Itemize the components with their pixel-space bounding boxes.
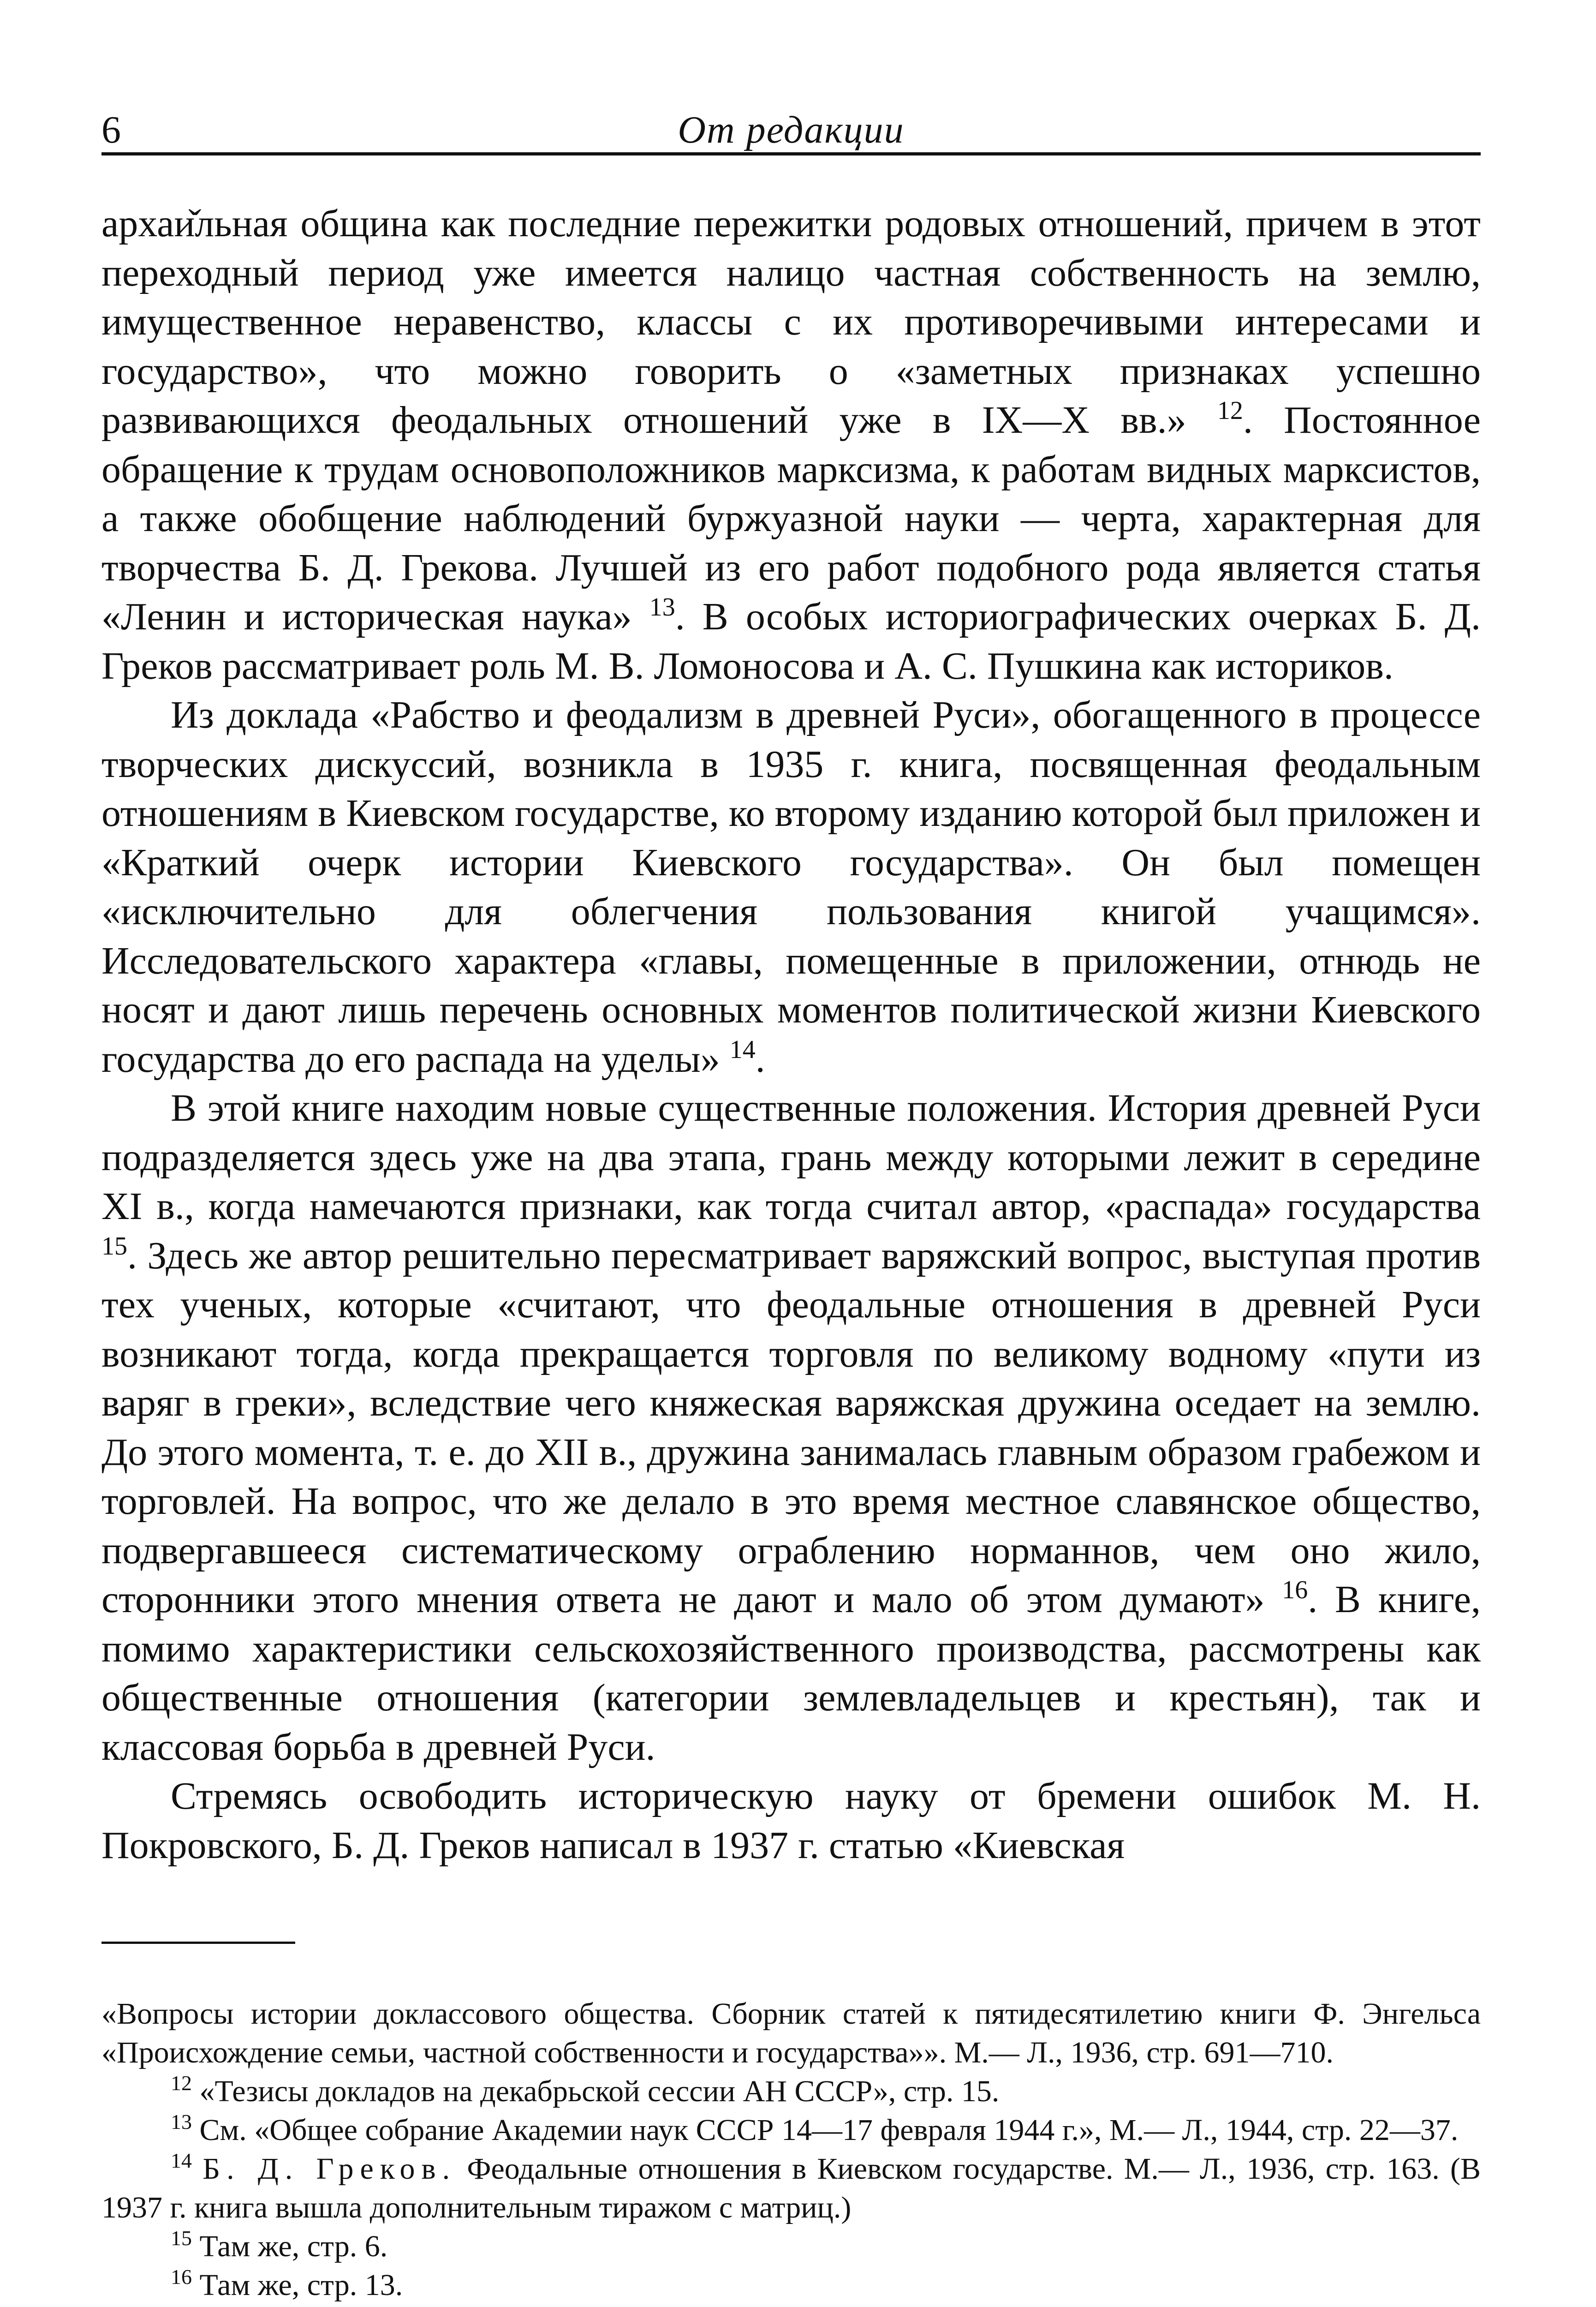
text-run: В этой книге находим новые существенные положения. История древней Руси подразделяется здесь уже на два этапа, грань между которыми лежит в середине XI в., когда намечаются признаки, как тогда считал автор, «распада» государства [101, 1087, 1481, 1228]
paragraph [101, 1084, 1481, 1772]
book-page [101, 92, 1481, 2305]
note-reference: 15 [101, 1231, 127, 1261]
paragraph [101, 691, 1481, 1084]
text-run: архаи̌льная община как последние пережитки родовых отношений, причем в этот переходный период уже имеется налицо частная собственность на землю, имущественное неравенство, классы с их противоречивыми интересами и государство», что можно говорить о «заметных признаках успешно развивающихся феодальных отношений уже в IX—X вв.» [101, 202, 1481, 442]
running-title: От редакции [678, 108, 905, 151]
footnote [101, 2111, 1481, 2150]
text-run: «Тезисы докладов на декабрьской сессии АН СССР», стр. 15. [192, 2074, 1000, 2108]
text-run: . Постоянное обращение к трудам основоположников марксизма, к работам видных марксистов, а также обобщение наблюдений буржуазной науки — черта, характерная для творчества Б. Д. Грекова. Лучшей из его работ подобного рода является статья «Ленин и историческая наука» [101, 399, 1481, 638]
footnote [101, 2072, 1481, 2111]
text-run: «Вопросы истории доклассового общества. Сборник статей к пятидесятилетию книги Ф. Энгельса «Происхождение семьи, частной собственности и государства»». М.— Л., 1936, стр. 691—710. [101, 1997, 1481, 2069]
text-run: См. «Общее собрание Академии наук СССР 14—17 февраля 1944 г.», М.— Л., 1944, стр. 22—37. [192, 2113, 1459, 2147]
footnote [101, 2266, 1481, 2305]
note-reference: 14 [171, 2149, 192, 2172]
note-reference: 16 [1282, 1576, 1308, 1604]
footnote-rule [101, 1942, 295, 1944]
text-run: Феодальные отношения в Киевском государстве. М.— Л., 1936, стр. 163. (В 1937 г. книга вышла дополнительным тиражом с матриц.) [101, 2152, 1481, 2224]
footnote [101, 2227, 1481, 2266]
footnote [101, 2150, 1481, 2227]
text-run [192, 2152, 202, 2186]
text-run: . В книге, помимо характеристики сельскохозяйственного производства, рассмотрены как общественные отношения (категории землевладельцев и крестьян), так и классовая борьба в древней Руси. [101, 1578, 1481, 1769]
text-run: . [755, 1037, 765, 1081]
text-run: . В особых историографических очерках Б. Д. Греков рассматривает роль М. В. Ломоносова и А. С. Пушкина как историков. [101, 595, 1481, 687]
text-run: Из доклада «Рабство и феодализм в древней Руси», обогащенного в процессе творческих дискуссий, возникла в 1935 г. книга, посвященная феодальным отношениям в Киевском государстве, ко второму изданию которой был приложен и «Краткий очерк истории Киевского государства». Он был помещен «исключительно для облегчения пользования книгой учащимся». Исследовательского характера «главы, помещенные в приложении, отнюдь не носят и дают лишь перечень основных моментов политической жизни Киевского государства до его распада на уделы» [101, 693, 1481, 1081]
running-head [101, 92, 1481, 155]
footnote [101, 1995, 1481, 2072]
note-reference: 12 [1217, 396, 1243, 425]
note-reference: 13 [171, 2110, 192, 2134]
note-reference: 16 [171, 2265, 192, 2289]
footnotes [101, 1995, 1481, 2305]
note-reference: 14 [729, 1035, 756, 1064]
text-run: Там же, стр. 6. [192, 2229, 388, 2263]
body-text [101, 199, 1481, 1870]
note-reference: 13 [649, 593, 675, 622]
paragraph [101, 1772, 1481, 1870]
note-reference: 12 [171, 2071, 192, 2095]
text-run: Там же, стр. 13. [192, 2268, 403, 2302]
text-run: Стремясь освободить историческую науку от бремени ошибок М. Н. Покровского, Б. Д. Греков написал в 1937 г. статью «Киевская [101, 1775, 1481, 1867]
author-name: Б. Д. Греков. [202, 2152, 457, 2186]
page-number: 6 [101, 108, 121, 151]
note-reference: 15 [171, 2226, 192, 2250]
paragraph [101, 199, 1481, 691]
text-run: . Здесь же автор решительно пересматривает варяжский вопрос, выступая против тех ученых, которые «считают, что феодальные отношения в древней Руси возникают тогда, когда прекращается торговля по великому водному «пути из варяг в греки», вследствие чего княжеская варяжская дружина оседает на землю. До этого момента, т. е. до XII в., дружина занималась главным образом грабежом и торговлей. На вопрос, что же делало в это время местное славянское общество, подвергавшееся систематическому ограблению норманнов, чем оно жило, сторонники этого мнения ответа не дают и мало об этом думают» [101, 1234, 1481, 1621]
